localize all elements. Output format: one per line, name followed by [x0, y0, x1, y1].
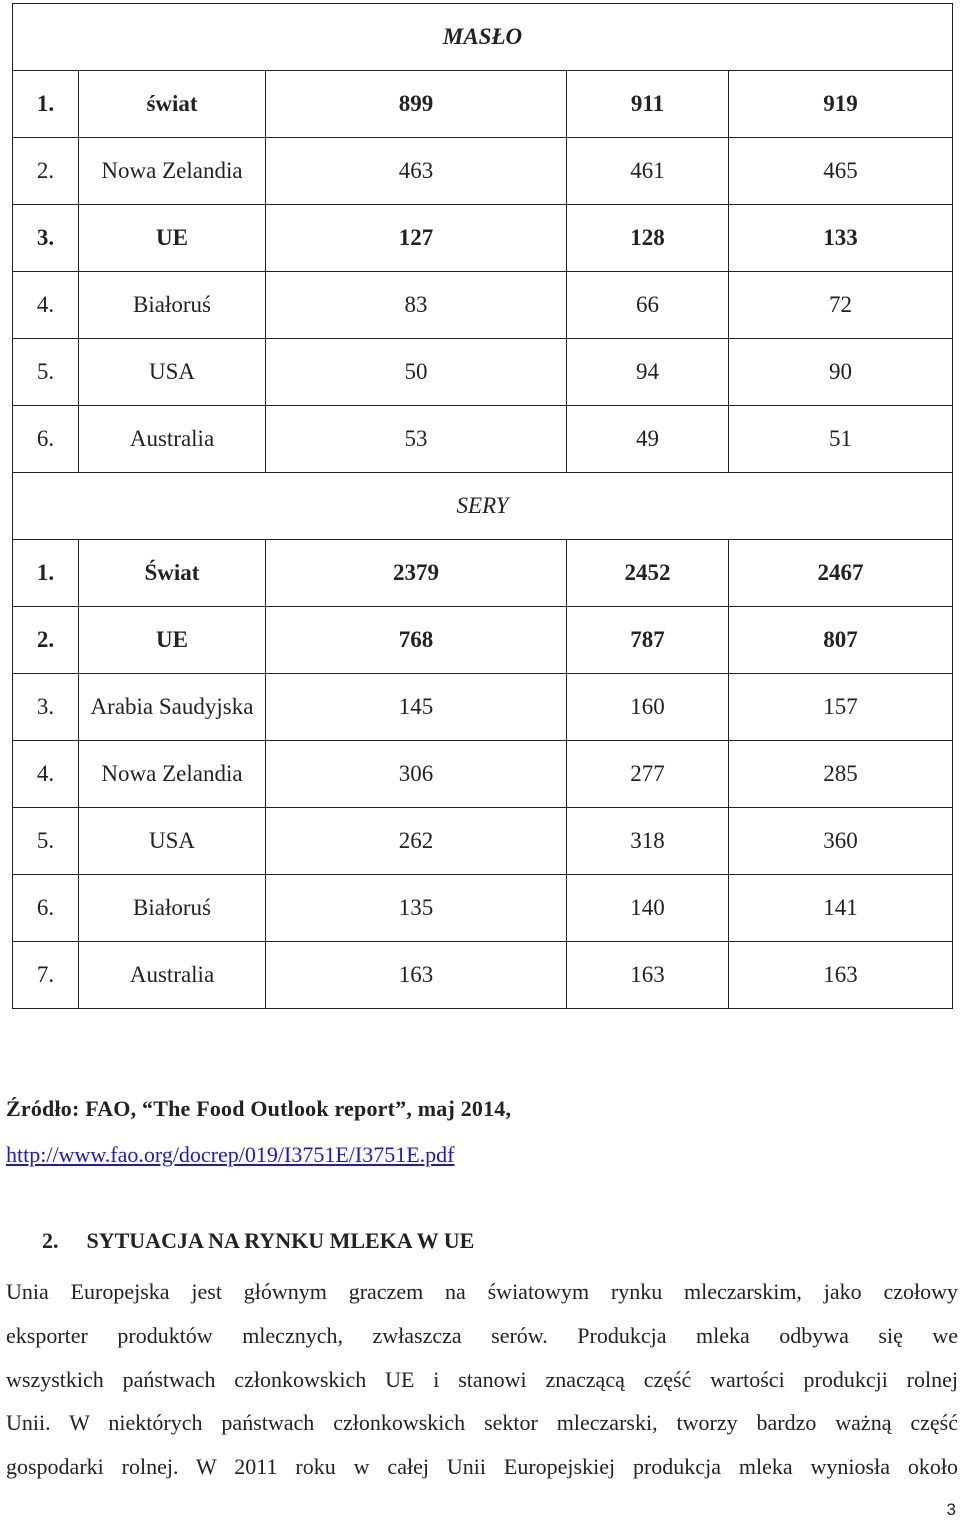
value-cell: 277 — [567, 741, 729, 808]
value-cell: 53 — [266, 406, 567, 473]
country-cell: Białoruś — [79, 875, 266, 942]
rank-cell: 6. — [13, 875, 79, 942]
country-cell: Białoruś — [79, 272, 266, 339]
paragraph-line: wszystkich państwach członkowskich UE i stanowi znaczącą część wartości produkcji rolnej — [6, 1366, 958, 1392]
rank-cell: 6. — [13, 406, 79, 473]
rank-cell: 5. — [13, 339, 79, 406]
table-row — [13, 607, 953, 674]
value-cell: 318 — [567, 808, 729, 875]
value-cell: 83 — [266, 272, 567, 339]
country-cell: Australia — [79, 406, 266, 473]
value-cell: 90 — [729, 339, 953, 406]
value-cell: 51 — [729, 406, 953, 473]
value-cell: 899 — [266, 71, 567, 138]
dairy-statistics-table — [12, 3, 953, 1009]
country-cell: USA — [79, 808, 266, 875]
value-cell: 463 — [266, 138, 567, 205]
rank-cell: 2. — [13, 607, 79, 674]
table-row — [13, 808, 953, 875]
table-row — [13, 71, 953, 138]
country-cell: Nowa Zelandia — [79, 138, 266, 205]
table-row — [13, 205, 953, 272]
table-row — [13, 272, 953, 339]
value-cell: 306 — [266, 741, 567, 808]
value-cell: 2452 — [567, 540, 729, 607]
paragraph-line: Unii. W niektórych państwach członkowskich sektor mleczarski, tworzy bardzo ważną część — [6, 1410, 958, 1436]
table-row — [13, 138, 953, 205]
section-number: 2. — [42, 1228, 59, 1253]
table-row — [13, 741, 953, 808]
country-cell: Arabia Saudyjska — [79, 674, 266, 741]
source-link[interactable]: http://www.fao.org/docrep/019/I3751E/I3751E.pdf — [6, 1142, 455, 1167]
value-cell: 49 — [567, 406, 729, 473]
value-cell: 2467 — [729, 540, 953, 607]
value-cell: 128 — [567, 205, 729, 272]
value-cell: 163 — [266, 942, 567, 1009]
value-cell: 157 — [729, 674, 953, 741]
value-cell: 160 — [567, 674, 729, 741]
value-cell: 461 — [567, 138, 729, 205]
section-title: SYTUACJA NA RYNKU MLEKA W UE — [86, 1228, 475, 1253]
section-title-sery: SERY — [13, 473, 953, 540]
value-cell: 145 — [266, 674, 567, 741]
value-cell: 807 — [729, 607, 953, 674]
value-cell: 133 — [729, 205, 953, 272]
rank-cell: 5. — [13, 808, 79, 875]
rank-cell: 7. — [13, 942, 79, 1009]
rank-cell: 1. — [13, 71, 79, 138]
country-cell: USA — [79, 339, 266, 406]
paragraph-line: eksporter produktów mlecznych, zwłaszcza serów. Produkcja mleka odbywa się we — [6, 1322, 958, 1348]
rank-cell: 4. — [13, 741, 79, 808]
value-cell: 360 — [729, 808, 953, 875]
table-row — [13, 875, 953, 942]
rank-cell: 3. — [13, 674, 79, 741]
paragraph-line: Unia Europejska jest głównym graczem na światowym rynku mleczarskim, jako czołowy — [6, 1279, 958, 1304]
rank-cell: 3. — [13, 205, 79, 272]
table-row — [13, 339, 953, 406]
value-cell: 163 — [729, 942, 953, 1009]
section-heading — [42, 1228, 474, 1254]
table-row — [13, 674, 953, 741]
value-cell: 919 — [729, 71, 953, 138]
value-cell: 285 — [729, 741, 953, 808]
table-row — [13, 540, 953, 607]
value-cell: 465 — [729, 138, 953, 205]
value-cell: 140 — [567, 875, 729, 942]
value-cell: 262 — [266, 808, 567, 875]
table-row — [13, 942, 953, 1009]
country-cell: Nowa Zelandia — [79, 741, 266, 808]
value-cell: 94 — [567, 339, 729, 406]
country-cell: świat — [79, 71, 266, 138]
value-cell: 135 — [266, 875, 567, 942]
value-cell: 127 — [266, 205, 567, 272]
country-cell: Australia — [79, 942, 266, 1009]
value-cell: 141 — [729, 875, 953, 942]
value-cell: 787 — [567, 607, 729, 674]
table-body — [13, 4, 953, 1009]
value-cell: 66 — [567, 272, 729, 339]
value-cell: 72 — [729, 272, 953, 339]
source-citation: Źródło: FAO, “The Food Outlook report”, maj 2014, — [6, 1096, 512, 1121]
section-header-row — [13, 473, 953, 540]
value-cell: 50 — [266, 339, 567, 406]
country-cell: UE — [79, 607, 266, 674]
rank-cell: 1. — [13, 540, 79, 607]
page-number: 3 — [946, 1500, 956, 1519]
table-row — [13, 406, 953, 473]
section-header-row — [13, 4, 953, 71]
country-cell: UE — [79, 205, 266, 272]
body-paragraph — [6, 1270, 958, 1489]
paragraph-line: gospodarki rolnej. W 2011 roku w całej Unii Europejskiej produkcja mleka wyniosła około — [6, 1454, 958, 1480]
country-cell: Świat — [79, 540, 266, 607]
rank-cell: 4. — [13, 272, 79, 339]
value-cell: 911 — [567, 71, 729, 138]
value-cell: 768 — [266, 607, 567, 674]
value-cell: 2379 — [266, 540, 567, 607]
value-cell: 163 — [567, 942, 729, 1009]
rank-cell: 2. — [13, 138, 79, 205]
section-title-maslo: MASŁO — [13, 4, 953, 71]
